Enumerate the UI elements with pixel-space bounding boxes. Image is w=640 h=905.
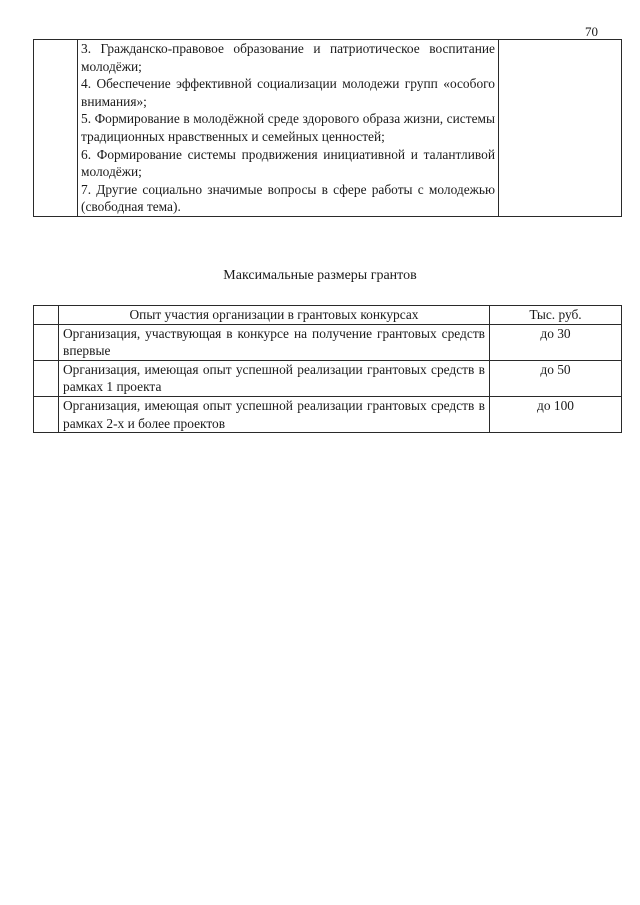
grants-table — [33, 305, 622, 433]
grants-header-amount: Тыс. руб. — [490, 306, 622, 325]
grants-num-cell — [34, 324, 59, 360]
grants-amount-cell: до 100 — [490, 396, 622, 432]
grants-amount-cell: до 30 — [490, 324, 622, 360]
grants-title: Максимальные размеры грантов — [223, 268, 417, 283]
table-row — [34, 360, 622, 396]
direction-item: 6. Формирование системы продвижения инициативной и талантливой молодёжи; — [81, 146, 495, 180]
grants-num-cell — [34, 360, 59, 396]
page-number: 70 — [585, 24, 598, 39]
grants-header-experience: Опыт участия организации в грантовых конкурсах — [59, 306, 490, 325]
direction-item: 7. Другие социально значимые вопросы в сфере работы с молодежью (свободная тема). — [81, 181, 495, 215]
directions-table — [33, 39, 622, 217]
grants-experience-cell: Организация, участвующая в конкурсе на получение грантовых средств впервые — [59, 324, 490, 360]
directions-row — [34, 40, 622, 217]
direction-item: 5. Формирование в молодёжной среде здорового образа жизни, системы традиционных нравственных и семейных ценностей; — [81, 111, 495, 144]
directions-empty-cell-left — [34, 40, 78, 217]
grants-header-num-cell — [34, 306, 59, 325]
direction-item: 3. Гражданско-правовое образование и патриотическое воспитание молодёжи; — [81, 41, 495, 74]
table-row — [34, 324, 622, 360]
directions-empty-cell-right — [499, 40, 622, 217]
table-row — [34, 396, 622, 432]
directions-list-cell — [78, 40, 499, 217]
direction-item: 4. Обеспечение эффективной социализации молодежи групп «особого внимания»; — [81, 76, 495, 109]
grants-experience-cell: Организация, имеющая опыт успешной реализации грантовых средств в рамках 1 проекта — [59, 360, 490, 396]
grants-num-cell — [34, 396, 59, 432]
grants-amount-cell: до 50 — [490, 360, 622, 396]
grants-header-row — [34, 306, 622, 325]
grants-experience-cell: Организация, имеющая опыт успешной реализации грантовых средств в рамках 2-х и более проектов — [59, 396, 490, 432]
